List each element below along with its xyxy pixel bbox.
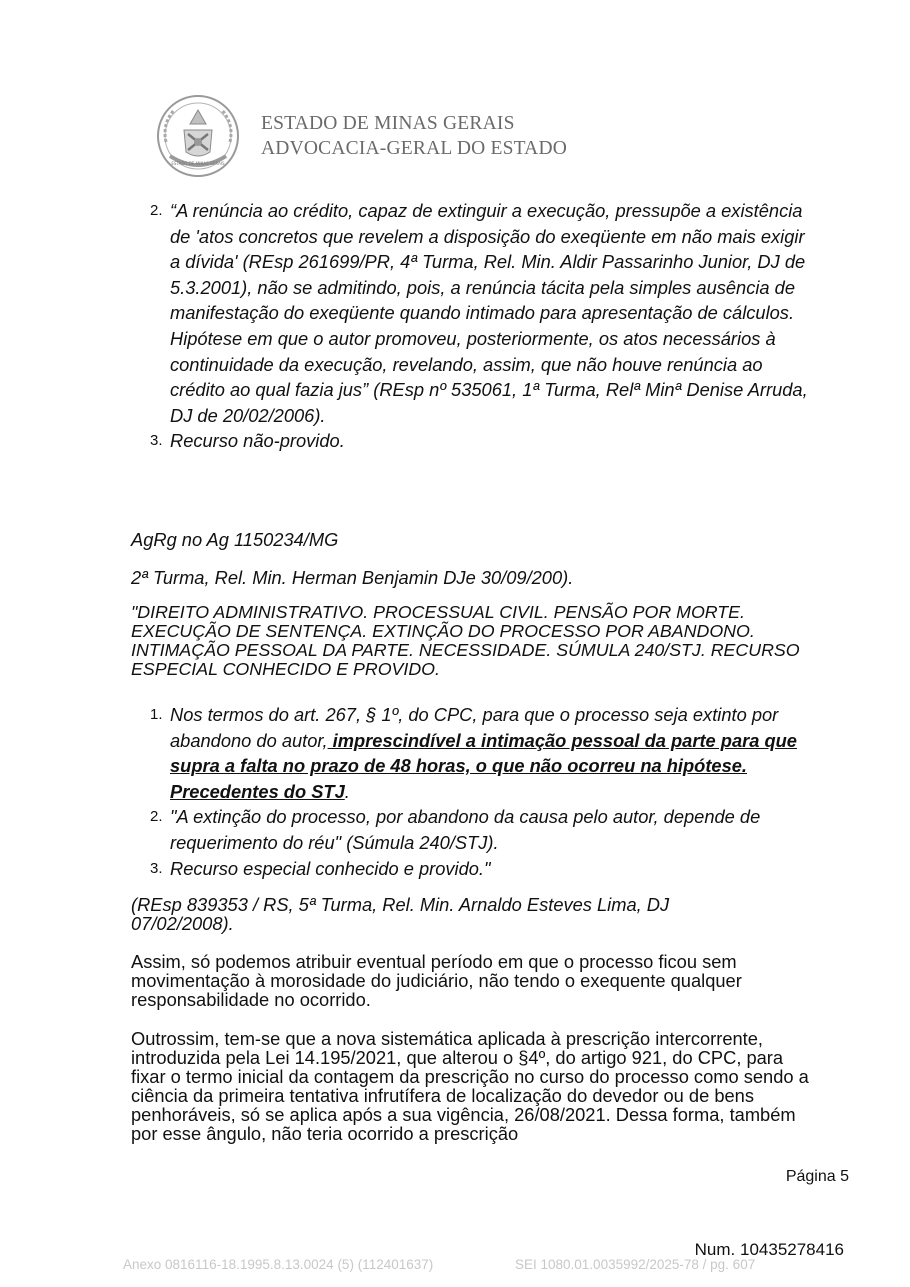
list-item: [150, 702, 815, 804]
letterhead-agency: ADVOCACIA-GERAL DO ESTADO: [261, 138, 568, 159]
list-item-text: [170, 702, 815, 804]
ementa-list-a: [150, 198, 815, 454]
svg-text:ESTADO DE MINAS GERAIS: ESTADO DE MINAS GERAIS: [171, 161, 225, 166]
list-item-number: 2.: [150, 808, 163, 826]
document-number: Num. 10435278416: [694, 1240, 844, 1259]
coat-of-arms-icon: [156, 94, 240, 178]
body-paragraph-2: Outrossim, tem-se que a nova sistemática aplicada à prescrição intercorrente, introduzida pela Lei 14.195/2021, que alterou o §4º, do artigo 921, do CPC, para fixar o termo inicial da contagem da prescrição no curso do processo como sendo a ciência da primeira tentativa infrutífera de localização do devedor ou de bens penhoráveis, só se aplica após a sua vigência, 26/08/2021. Dessa forma, também por esse ângulo, não teria ocorrido a prescrição: [131, 1028, 809, 1144]
list-item-number: 3.: [150, 432, 163, 450]
footer-sei-ref: SEI 1080.01.0035992/2025-78 / pg. 607: [515, 1257, 756, 1272]
letterhead: [261, 111, 567, 161]
list-item: [150, 856, 815, 882]
list-item: [150, 804, 815, 855]
list-item: [150, 428, 815, 454]
list-item-text: “A renúncia ao crédito, capaz de extinguir a execução, pressupõe a existência de 'atos concretos que revelem a disposição do exeqüente em não mais exigir a dívida' (REsp 261699/PR, 4ª Turma, Rel. Min. Aldir Passarinho Junior, DJ de 5.3.2001), não se admitindo, pois, a renúncia tácita pela simples ausência de manifestação do exeqüente quando intimado para apresentação de cálculos. Hipótese em que o autor promoveu, posteriormente, os atos necessários à continuidade da execução, revelando, assim, que não houve renúncia ao crédito ao qual fazia jus” (REsp nº 535061, 1ª Turma, Relª Minª Denise Arruda, DJ de 20/02/2006).: [170, 200, 808, 426]
letterhead-state: ESTADO DE MINAS GERAIS: [261, 113, 515, 134]
list-item-text: Recurso especial conhecido e provido.": [170, 857, 491, 879]
case-panel: 2ª Turma, Rel. Min. Herman Benjamin DJe 30/09/200).: [131, 567, 574, 588]
ementa-list-b: [150, 702, 815, 881]
footer-attachment-ref: Anexo 0816116-18.1995.8.13.0024 (5) (112401637): [123, 1257, 434, 1272]
list-item-number: 2.: [150, 202, 163, 219]
page-number: Página 5: [785, 1168, 849, 1185]
list-item-text-end: .: [344, 780, 350, 802]
body-paragraph-1: Assim, só podemos atribuir eventual período em que o processo ficou sem movimentação à morosidade do judiciário, não tendo o exequente qualquer responsabilidade no ocorrido.: [131, 951, 742, 1010]
ementa-headline: "DIREITO ADMINISTRATIVO. PROCESSUAL CIVIL. PENSÃO POR MORTE. EXECUÇÃO DE SENTENÇA. EXTINÇÃO DO PROCESSO POR ABANDONO. INTIMAÇÃO PESSOAL DA PARTE. NECESSIDADE. SÚMULA 240/STJ. RECURSO ESPECIAL CONHECIDO E PROVIDO.: [131, 602, 800, 679]
case-reference: AgRg no Ag 1150234/MG: [131, 529, 339, 550]
list-item-number: 1.: [150, 706, 163, 723]
list-item-text: Recurso não-provido.: [170, 430, 345, 452]
list-item-text-emphasis: imprescindível a intimação pessoal da parte para que supra a falta no prazo de 48 horas, o que não ocorreu na hipótese. Precedentes do STJ: [170, 729, 797, 802]
list-item-number: 3.: [150, 859, 163, 877]
list-item: [150, 198, 815, 428]
list-item-text-regular: Nos termos do art. 267, § 1º, do CPC, para que o processo seja extinto por abandono do autor,: [170, 704, 779, 751]
list-item-text: "A extinção do processo, por abandono da causa pelo autor, depende de requerimento do réu" (Súmula 240/STJ).: [170, 806, 761, 853]
citation: (REsp 839353 / RS, 5ª Turma, Rel. Min. Arnaldo Esteves Lima, DJ 07/02/2008).: [131, 894, 670, 934]
